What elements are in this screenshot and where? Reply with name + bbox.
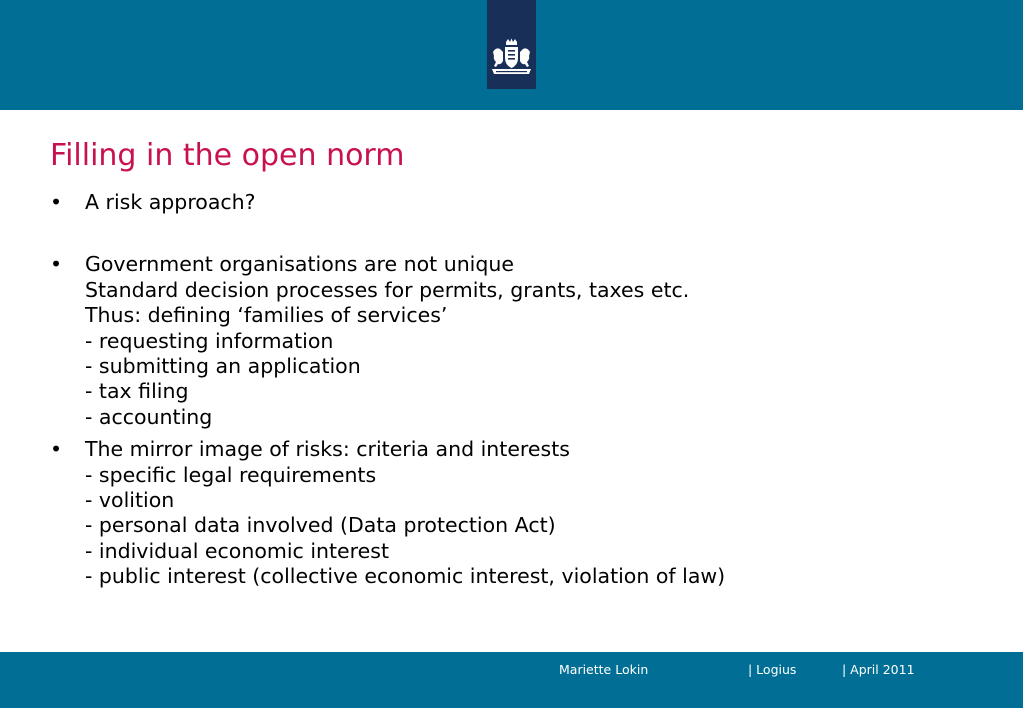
slide-title: Filling in the open norm [50, 138, 405, 173]
footer-band [0, 652, 1023, 708]
footer-date: | April 2011 [842, 662, 915, 677]
bullet-line: - specific legal requirements [85, 462, 377, 487]
bullet-item [50, 190, 990, 215]
bullet-line: - tax filing [85, 379, 189, 404]
bullet-line: - personal data involved (Data protection Act) [85, 513, 556, 538]
bullet-list [50, 190, 990, 590]
bullet-line: - accounting [85, 404, 213, 429]
bullet-item [50, 437, 990, 589]
logo-block [487, 0, 536, 89]
bullet-marker: • [50, 437, 63, 462]
bullet-line: - public interest (collective economic interest, violation of law) [85, 564, 726, 589]
bullet-line: Government organisations are not unique [85, 252, 514, 277]
bullet-marker: • [50, 190, 63, 214]
bullet-line: The mirror image of risks: criteria and interests [85, 437, 570, 462]
bullet-line: - submitting an application [85, 354, 361, 379]
bullet-line: A risk approach? [85, 190, 256, 214]
bullet-line: Standard decision processes for permits, grants, taxes etc. [85, 277, 690, 302]
coat-of-arms-icon [490, 38, 533, 78]
bullet-marker: • [50, 252, 63, 277]
bullet-line: - individual economic interest [85, 538, 389, 563]
bullet-line: Thus: defining ‘families of services’ [85, 303, 448, 328]
bullet-line: - volition [85, 488, 175, 513]
footer-author: Mariette Lokin [559, 662, 649, 677]
footer-organisation: | Logius [748, 662, 797, 677]
bullet-item [50, 252, 990, 430]
bullet-line: - requesting information [85, 328, 334, 353]
header-band [0, 0, 1023, 110]
